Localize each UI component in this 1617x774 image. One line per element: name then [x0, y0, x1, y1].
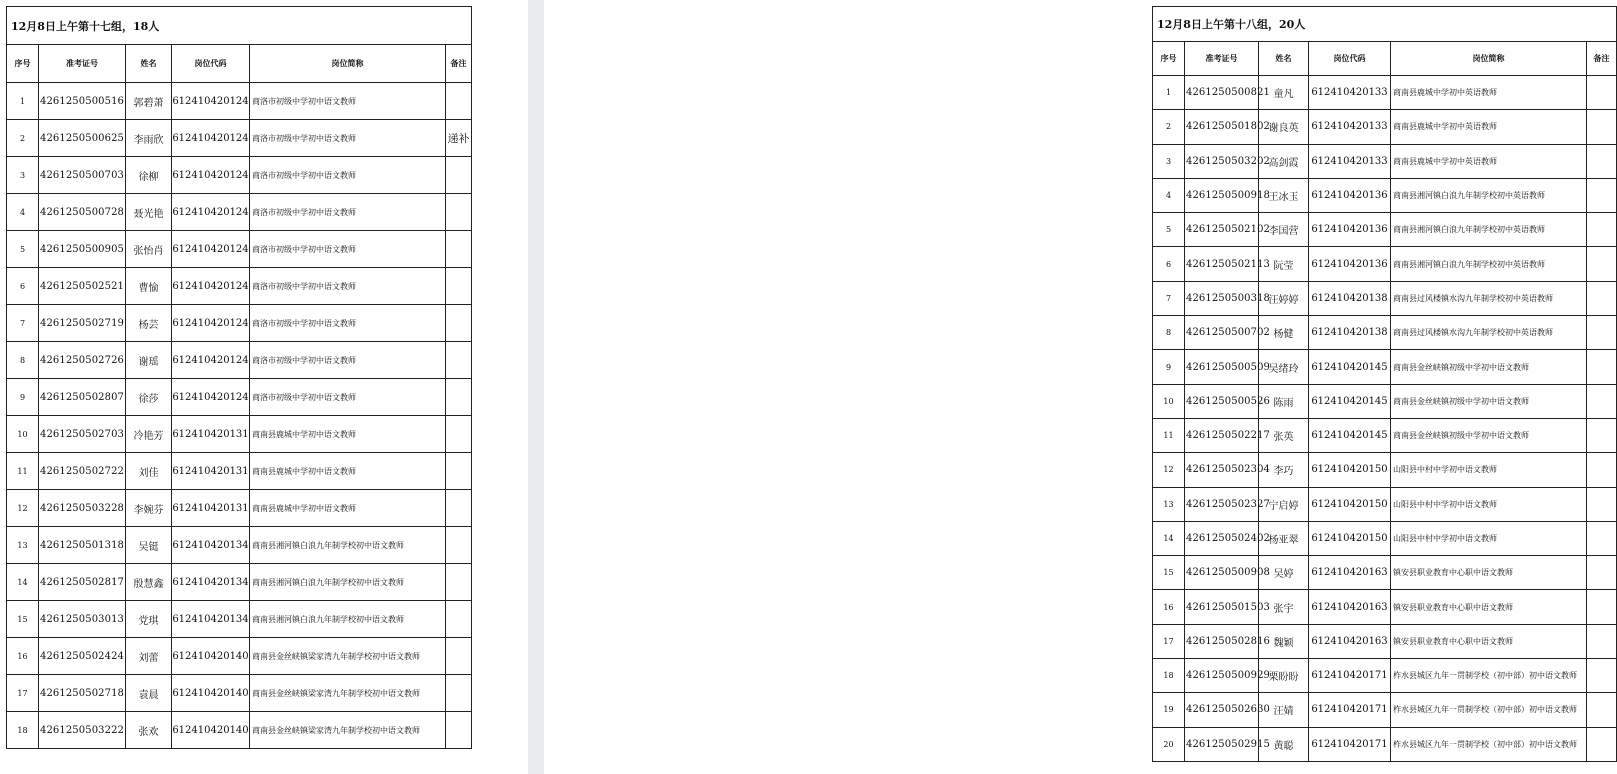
cell-seq: 11: [1153, 418, 1185, 452]
cell-position-title: 商洛市初级中学初中语文教师: [250, 83, 446, 120]
table-row: [7, 157, 472, 194]
header-seq: 序号: [1153, 42, 1185, 76]
cell-seq: 5: [7, 231, 39, 268]
cell-name: 党琪: [126, 601, 172, 638]
cell-seq: 4: [7, 194, 39, 231]
table-row: [7, 194, 472, 231]
cell-name: 张怡肖: [126, 231, 172, 268]
cell-name: 刘蕾: [126, 638, 172, 675]
cell-exam-id: 4261250502718: [39, 675, 126, 712]
cell-exam-id: 4261250500703: [39, 157, 126, 194]
cell-seq: 2: [7, 120, 39, 157]
cell-note: [446, 83, 472, 120]
cell-name: 童凡: [1259, 76, 1309, 110]
header-position-code: 岗位代码: [172, 45, 250, 83]
cell-name: 谢瑶: [126, 342, 172, 379]
header-exam-id: 准考证号: [1185, 42, 1259, 76]
table-row: [7, 305, 472, 342]
group-18-table: [1152, 6, 1617, 762]
cell-note: [446, 268, 472, 305]
header-seq: 序号: [7, 45, 39, 83]
table-row: [7, 527, 472, 564]
table-row: [7, 675, 472, 712]
cell-exam-id: 4261250502113: [1185, 247, 1259, 281]
table-title-row: [7, 7, 472, 45]
cell-name: 徐柳: [126, 157, 172, 194]
cell-position-code: 612410420133: [1309, 76, 1391, 110]
cell-name: 张欢: [126, 712, 172, 749]
cell-seq: 17: [1153, 624, 1185, 658]
cell-seq: 11: [7, 453, 39, 490]
table-row: [1153, 281, 1617, 315]
cell-exam-id: 4261250502722: [39, 453, 126, 490]
table-title: 12月8日上午第十八组，20人: [1153, 7, 1617, 42]
cell-exam-id: 4261250502521: [39, 268, 126, 305]
cell-name: 杨亚翠: [1259, 521, 1309, 555]
cell-seq: 3: [1153, 144, 1185, 178]
cell-note: [1587, 590, 1617, 624]
cell-name: 汪婷婷: [1259, 281, 1309, 315]
cell-note: [446, 305, 472, 342]
table-row: [1153, 418, 1617, 452]
cell-position-code: 612410420150: [1309, 487, 1391, 521]
cell-exam-id: 4261250502817: [39, 564, 126, 601]
table-row: [1153, 384, 1617, 418]
cell-exam-id: 4261250502719: [39, 305, 126, 342]
cell-exam-id: 4261250503222: [39, 712, 126, 749]
cell-position-code: 612410420136: [1309, 213, 1391, 247]
table-row: [7, 83, 472, 120]
cell-note: [1587, 624, 1617, 658]
cell-position-title: 商洛市初级中学初中语文教师: [250, 379, 446, 416]
cell-position-title: 商南县鹿城中学初中语文教师: [250, 416, 446, 453]
cell-name: 宁启婷: [1259, 487, 1309, 521]
table-row: [7, 268, 472, 305]
cell-name: 黄聪: [1259, 727, 1309, 761]
cell-exam-id: 4261250500929: [1185, 659, 1259, 693]
cell-position-title: 商南县金丝峡镇初级中学初中语文教师: [1391, 350, 1587, 384]
header-exam-id: 准考证号: [39, 45, 126, 83]
cell-exam-id: 4261250502807: [39, 379, 126, 416]
cell-note: [446, 342, 472, 379]
cell-name: 魏颖: [1259, 624, 1309, 658]
cell-seq: 12: [1153, 453, 1185, 487]
cell-position-code: 612410420171: [1309, 659, 1391, 693]
cell-position-code: 612410420171: [1309, 693, 1391, 727]
cell-exam-id: 4261250502217: [1185, 418, 1259, 452]
cell-position-title: 柞水县城区九年一贯制学校（初中部）初中语文教师: [1391, 727, 1587, 761]
cell-position-code: 612410420163: [1309, 590, 1391, 624]
cell-position-code: 612410420150: [1309, 453, 1391, 487]
cell-position-title: 商洛市初级中学初中语文教师: [250, 194, 446, 231]
cell-position-title: 商洛市初级中学初中语文教师: [250, 231, 446, 268]
cell-position-code: 612410420145: [1309, 350, 1391, 384]
cell-name: 李雨欣: [126, 120, 172, 157]
cell-position-title: 商洛市初级中学初中语文教师: [250, 305, 446, 342]
cell-note: [1587, 144, 1617, 178]
cell-exam-id: 4261250502915: [1185, 727, 1259, 761]
cell-position-title: 商南县鹿城中学初中英语教师: [1391, 76, 1587, 110]
cell-seq: 13: [7, 527, 39, 564]
cell-name: 吴绪玲: [1259, 350, 1309, 384]
table-row: [1153, 521, 1617, 555]
cell-note: [1587, 110, 1617, 144]
table-row: [1153, 350, 1617, 384]
cell-position-code: 612410420124: [172, 268, 250, 305]
cell-note: [1587, 247, 1617, 281]
cell-seq: 16: [7, 638, 39, 675]
cell-name: 王冰玉: [1259, 178, 1309, 212]
cell-position-title: 商南县湘河镇白浪九年制学校初中英语教师: [1391, 178, 1587, 212]
cell-position-title: 商洛市初级中学初中语文教师: [250, 268, 446, 305]
cell-seq: 17: [7, 675, 39, 712]
cell-exam-id: 4261250500625: [39, 120, 126, 157]
cell-exam-id: 4261250500908: [1185, 556, 1259, 590]
cell-position-title: 商南县湘河镇白浪九年制学校初中语文教师: [250, 527, 446, 564]
cell-seq: 4: [1153, 178, 1185, 212]
cell-name: 汪婧: [1259, 693, 1309, 727]
cell-seq: 1: [1153, 76, 1185, 110]
cell-note: [446, 712, 472, 749]
cell-position-code: 612410420124: [172, 120, 250, 157]
cell-note: [1587, 213, 1617, 247]
cell-note: [1587, 350, 1617, 384]
cell-position-code: 612410420136: [1309, 247, 1391, 281]
cell-name: 吴婷: [1259, 556, 1309, 590]
cell-position-title: 商南县鹿城中学初中语文教师: [250, 453, 446, 490]
cell-note: [1587, 659, 1617, 693]
cell-note: [446, 490, 472, 527]
cell-exam-id: 4261250502424: [39, 638, 126, 675]
cell-position-code: 612410420136: [1309, 178, 1391, 212]
cell-name: 李国营: [1259, 213, 1309, 247]
cell-exam-id: 4261250500702: [1185, 316, 1259, 350]
cell-seq: 20: [1153, 727, 1185, 761]
cell-seq: 14: [1153, 521, 1185, 555]
cell-position-code: 612410420131: [172, 490, 250, 527]
table-row: [1153, 316, 1617, 350]
table-title-row: [1153, 7, 1617, 42]
header-position-title: 岗位简称: [250, 45, 446, 83]
cell-position-title: 商南县金丝峡镇初级中学初中语文教师: [1391, 384, 1587, 418]
header-note: 备注: [446, 45, 472, 83]
cell-position-title: 商南县鹿城中学初中语文教师: [250, 490, 446, 527]
cell-position-code: 612410420145: [1309, 418, 1391, 452]
cell-position-title: 商南县湘河镇白浪九年制学校初中英语教师: [1391, 213, 1587, 247]
cell-position-title: 山阳县中村中学初中语文教师: [1391, 521, 1587, 555]
cell-exam-id: 4261250502726: [39, 342, 126, 379]
cell-exam-id: 4261250500918: [1185, 178, 1259, 212]
cell-position-title: 商南县过风楼镇水沟九年制学校初中英语教师: [1391, 316, 1587, 350]
cell-note: [1587, 76, 1617, 110]
cell-position-title: 商南县金丝峡镇梁家湾九年制学校初中语文教师: [250, 675, 446, 712]
cell-position-code: 612410420140: [172, 675, 250, 712]
cell-position-code: 612410420134: [172, 527, 250, 564]
cell-seq: 2: [1153, 110, 1185, 144]
cell-seq: 6: [1153, 247, 1185, 281]
cell-exam-id: 4261250500905: [39, 231, 126, 268]
cell-seq: 18: [7, 712, 39, 749]
cell-exam-id: 4261250502703: [39, 416, 126, 453]
cell-exam-id: 4261250500728: [39, 194, 126, 231]
cell-exam-id: 4261250500821: [1185, 76, 1259, 110]
header-position-title: 岗位简称: [1391, 42, 1587, 76]
cell-position-code: 612410420124: [172, 194, 250, 231]
table-row: [1153, 659, 1617, 693]
table-row: [1153, 556, 1617, 590]
cell-seq: 14: [7, 564, 39, 601]
header-position-code: 岗位代码: [1309, 42, 1391, 76]
cell-note: [1587, 384, 1617, 418]
cell-position-code: 612410420134: [172, 601, 250, 638]
cell-position-title: 商南县鹿城中学初中英语教师: [1391, 110, 1587, 144]
cell-position-code: 612410420145: [1309, 384, 1391, 418]
cell-note: [1587, 281, 1617, 315]
table-row: [7, 379, 472, 416]
cell-note: [446, 527, 472, 564]
cell-note: [1587, 418, 1617, 452]
cell-seq: 16: [1153, 590, 1185, 624]
cell-position-code: 612410420163: [1309, 624, 1391, 658]
cell-position-title: 商南县金丝峡镇初级中学初中语文教师: [1391, 418, 1587, 452]
cell-name: 冷艳芳: [126, 416, 172, 453]
cell-position-title: 商南县过风楼镇水沟九年制学校初中英语教师: [1391, 281, 1587, 315]
cell-seq: 7: [1153, 281, 1185, 315]
cell-position-code: 612410420124: [172, 83, 250, 120]
cell-seq: 13: [1153, 487, 1185, 521]
cell-position-title: 商南县湘河镇白浪九年制学校初中语文教师: [250, 564, 446, 601]
cell-position-code: 612410420131: [172, 416, 250, 453]
cell-position-title: 柞水县城区九年一贯制学校（初中部）初中语文教师: [1391, 693, 1587, 727]
table-row: [7, 120, 472, 157]
cell-position-code: 612410420133: [1309, 144, 1391, 178]
cell-note: [1587, 693, 1617, 727]
cell-position-title: 商南县金丝峡镇梁家湾九年制学校初中语文教师: [250, 712, 446, 749]
cell-position-title: 镇安县职业教育中心职中语文教师: [1391, 624, 1587, 658]
table-row: [1153, 247, 1617, 281]
cell-name: 曹愉: [126, 268, 172, 305]
table-row: [1153, 213, 1617, 247]
table-row: [7, 490, 472, 527]
cell-name: 陈雨: [1259, 384, 1309, 418]
cell-note: [446, 231, 472, 268]
cell-name: 袁晨: [126, 675, 172, 712]
cell-position-code: 612410420124: [172, 342, 250, 379]
cell-name: 郭碧萧: [126, 83, 172, 120]
table-row: [1153, 76, 1617, 110]
cell-exam-id: 4261250502102: [1185, 213, 1259, 247]
cell-name: 徐莎: [126, 379, 172, 416]
cell-seq: 10: [7, 416, 39, 453]
cell-position-title: 镇安县职业教育中心职中语文教师: [1391, 556, 1587, 590]
cell-name: 刘佳: [126, 453, 172, 490]
cell-exam-id: 4261250500526: [1185, 384, 1259, 418]
table-row: [7, 601, 472, 638]
cell-note: [1587, 316, 1617, 350]
cell-name: 聂光艳: [126, 194, 172, 231]
cell-exam-id: 4261250501318: [39, 527, 126, 564]
table-row: [1153, 487, 1617, 521]
cell-exam-id: 4261250501503: [1185, 590, 1259, 624]
cell-note: 递补: [446, 120, 472, 157]
cell-name: 阮莹: [1259, 247, 1309, 281]
left-page: [0, 0, 528, 774]
cell-seq: 15: [7, 601, 39, 638]
cell-position-code: 612410420124: [172, 157, 250, 194]
cell-name: 吴铤: [126, 527, 172, 564]
table-row: [7, 416, 472, 453]
cell-position-code: 612410420124: [172, 231, 250, 268]
table-row: [7, 342, 472, 379]
cell-position-code: 612410420124: [172, 305, 250, 342]
cell-seq: 6: [7, 268, 39, 305]
cell-note: [1587, 521, 1617, 555]
cell-note: [446, 675, 472, 712]
cell-note: [446, 157, 472, 194]
cell-seq: 10: [1153, 384, 1185, 418]
cell-name: 高剑霞: [1259, 144, 1309, 178]
table-row: [1153, 453, 1617, 487]
table-row: [1153, 693, 1617, 727]
cell-seq: 3: [7, 157, 39, 194]
cell-position-title: 商南县湘河镇白浪九年制学校初中语文教师: [250, 601, 446, 638]
right-page: [544, 0, 1610, 774]
table-row: [1153, 110, 1617, 144]
table-row: [1153, 590, 1617, 624]
cell-exam-id: 4261250502630: [1185, 693, 1259, 727]
cell-exam-id: 4261250503228: [39, 490, 126, 527]
cell-position-code: 612410420138: [1309, 316, 1391, 350]
cell-note: [446, 416, 472, 453]
header-name: 姓名: [126, 45, 172, 83]
cell-exam-id: 4261250500516: [39, 83, 126, 120]
cell-exam-id: 4261250502304: [1185, 453, 1259, 487]
cell-seq: 9: [1153, 350, 1185, 384]
cell-note: [446, 564, 472, 601]
group-17-table: [6, 6, 472, 749]
cell-seq: 12: [7, 490, 39, 527]
cell-position-code: 612410420138: [1309, 281, 1391, 315]
cell-exam-id: 4261250502327: [1185, 487, 1259, 521]
table-row: [7, 712, 472, 749]
cell-position-title: 镇安县职业教育中心职中语文教师: [1391, 590, 1587, 624]
cell-position-title: 商南县湘河镇白浪九年制学校初中英语教师: [1391, 247, 1587, 281]
cell-seq: 8: [7, 342, 39, 379]
cell-position-title: 商洛市初级中学初中语文教师: [250, 342, 446, 379]
cell-position-code: 612410420163: [1309, 556, 1391, 590]
cell-exam-id: 4261250503202: [1185, 144, 1259, 178]
cell-position-title: 山阳县中村中学初中语文教师: [1391, 453, 1587, 487]
cell-seq: 18: [1153, 659, 1185, 693]
cell-name: 谢良英: [1259, 110, 1309, 144]
cell-position-code: 612410420133: [1309, 110, 1391, 144]
cell-note: [1587, 178, 1617, 212]
cell-seq: 1: [7, 83, 39, 120]
cell-name: 张英: [1259, 418, 1309, 452]
table-row: [1153, 727, 1617, 761]
cell-seq: 15: [1153, 556, 1185, 590]
cell-position-title: 商洛市初级中学初中语文教师: [250, 120, 446, 157]
cell-note: [446, 453, 472, 490]
cell-seq: 8: [1153, 316, 1185, 350]
cell-note: [446, 194, 472, 231]
table-row: [7, 231, 472, 268]
cell-position-code: 612410420140: [172, 712, 250, 749]
cell-note: [1587, 453, 1617, 487]
table-title: 12月8日上午第十七组，18人: [7, 7, 472, 45]
cell-position-code: 612410420131: [172, 453, 250, 490]
cell-position-title: 商南县金丝峡镇梁家湾九年制学校初中语文教师: [250, 638, 446, 675]
cell-name: 李巧: [1259, 453, 1309, 487]
cell-exam-id: 4261250502816: [1185, 624, 1259, 658]
cell-exam-id: 4261250501802: [1185, 110, 1259, 144]
cell-seq: 7: [7, 305, 39, 342]
cell-seq: 9: [7, 379, 39, 416]
table-row: [7, 638, 472, 675]
header-note: 备注: [1587, 42, 1617, 76]
cell-note: [1587, 487, 1617, 521]
cell-position-code: 612410420140: [172, 638, 250, 675]
table-row: [7, 564, 472, 601]
table-row: [1153, 144, 1617, 178]
cell-name: 张宇: [1259, 590, 1309, 624]
cell-position-title: 商洛市初级中学初中语文教师: [250, 157, 446, 194]
cell-position-title: 山阳县中村中学初中语文教师: [1391, 487, 1587, 521]
cell-note: [446, 379, 472, 416]
cell-exam-id: 4261250500509: [1185, 350, 1259, 384]
cell-name: 殷慧鑫: [126, 564, 172, 601]
cell-seq: 19: [1153, 693, 1185, 727]
cell-position-title: 商南县鹿城中学初中英语教师: [1391, 144, 1587, 178]
cell-exam-id: 4261250503013: [39, 601, 126, 638]
header-row: [1153, 42, 1617, 76]
cell-name: 杨芸: [126, 305, 172, 342]
table-row: [7, 453, 472, 490]
cell-position-code: 612410420134: [172, 564, 250, 601]
cell-seq: 5: [1153, 213, 1185, 247]
cell-exam-id: 4261250500318: [1185, 281, 1259, 315]
cell-note: [1587, 556, 1617, 590]
cell-position-title: 柞水县城区九年一贯制学校（初中部）初中语文教师: [1391, 659, 1587, 693]
table-row: [1153, 178, 1617, 212]
cell-note: [1587, 727, 1617, 761]
cell-name: 杨健: [1259, 316, 1309, 350]
header-row: [7, 45, 472, 83]
cell-exam-id: 4261250502402: [1185, 521, 1259, 555]
table-row: [1153, 624, 1617, 658]
cell-position-code: 612410420171: [1309, 727, 1391, 761]
cell-name: 李婉芬: [126, 490, 172, 527]
cell-note: [446, 638, 472, 675]
header-name: 姓名: [1259, 42, 1309, 76]
cell-position-code: 612410420124: [172, 379, 250, 416]
cell-position-code: 612410420150: [1309, 521, 1391, 555]
cell-name: 栗盼盼: [1259, 659, 1309, 693]
cell-note: [446, 601, 472, 638]
page-gutter: [528, 0, 544, 774]
